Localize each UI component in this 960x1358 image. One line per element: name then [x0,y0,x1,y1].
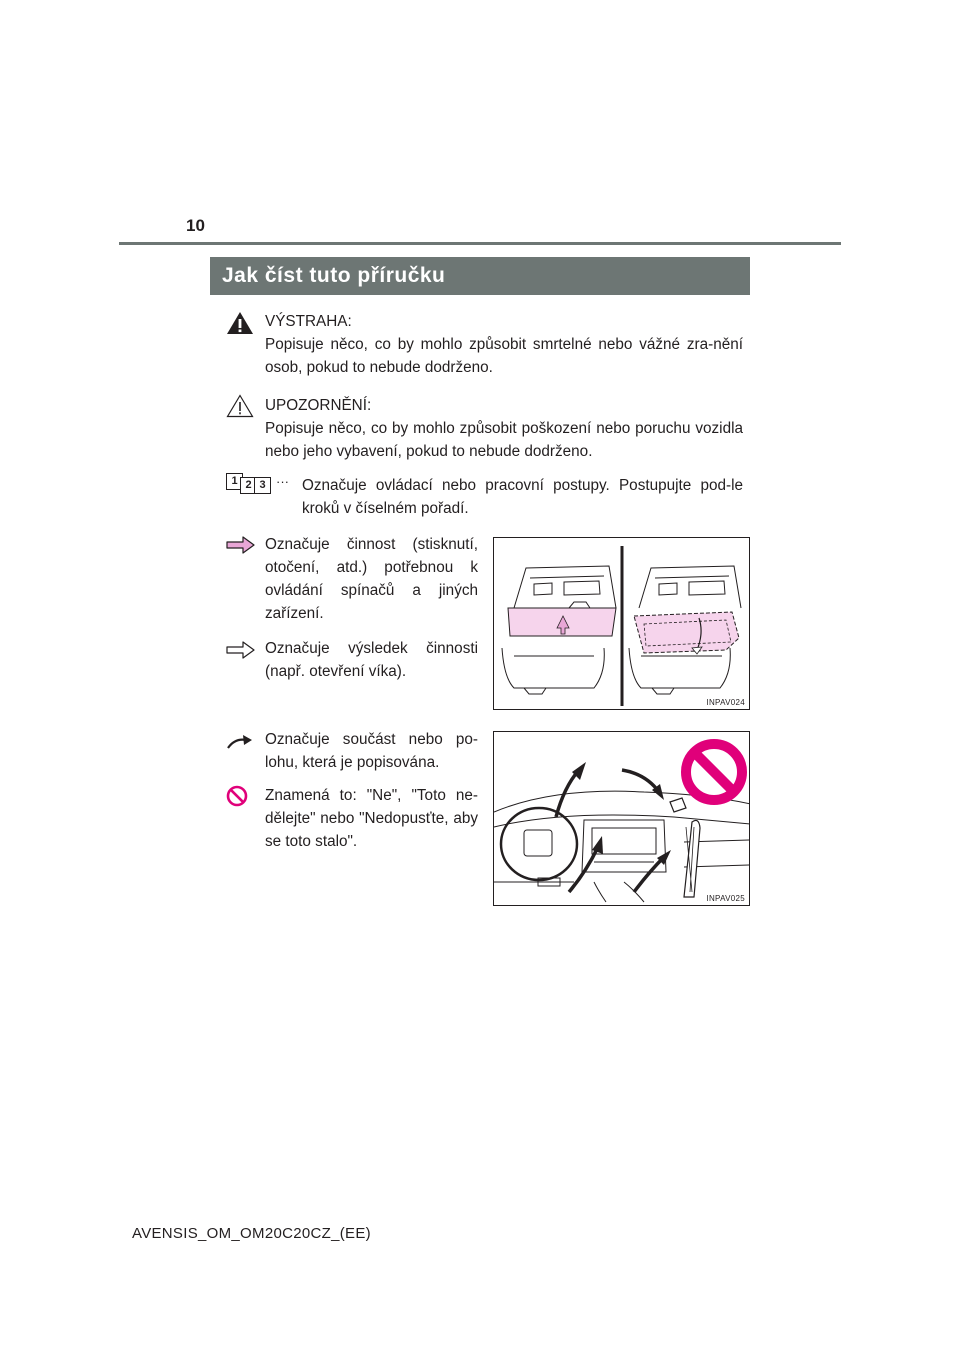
action-arrow-text: Označuje činnost (stisknutí, otočení, atd.) potřebnou k ovládání spínačů a jiných zařízení. [265,536,478,622]
page-number: 10 [186,216,205,235]
figure-code-1: INPAV024 [706,698,745,707]
caution-triangle-icon [226,394,254,418]
action-arrow-icon [226,536,256,554]
dashboard-illustration [494,732,750,906]
pointer-arrow-icon [226,734,254,750]
step-badge-1: 1 [226,473,243,490]
caution-text: Popisuje něco, co by mohlo způsobit poškození nebo poruchu vozidla nebo jeho vybavení, pokud to nebude dodrženo. [265,420,743,460]
step-badge-3: 3 [254,477,271,494]
result-arrow-icon [226,641,256,659]
overhead-console-illustration [494,538,750,710]
result-arrow-text: Označuje výsledek činnosti (např. otevření víka). [265,640,478,680]
step-badges [226,473,306,497]
pointer-arrow-text: Označuje součást nebo po-lohu, která je popisována. [265,731,478,771]
header-rule [119,242,841,245]
figure-code-2: INPAV025 [706,894,745,903]
prohibition-text: Znamená to: "Ne", "Toto ne-dělejte" nebo "Nedopusťte, aby se toto stalo". [265,787,478,850]
step-dots: ··· [276,474,289,489]
prohibition-icon [226,785,248,807]
step-badge-2: 2 [240,477,257,494]
steps-text: Označuje ovládací nebo pracovní postupy. Postupujte pod-le kroků v číselném pořadí. [302,477,743,517]
caution-block [265,394,743,463]
section-title: Jak číst tuto příručku [210,257,750,295]
footer-document-code: AVENSIS_OM_OM20C20CZ_(EE) [132,1225,371,1242]
warning-triangle-icon [226,311,254,335]
warning-text: Popisuje něco, co by mohlo způsobit smrtelné nebo vážné zra-nění osob, pokud to nebude dodrženo. [265,336,743,376]
figure-dashboard-prohibition [493,731,750,906]
warning-block [265,310,743,379]
caution-heading: UPOZORNĚNÍ: [265,397,372,414]
figure-overhead-console [493,537,750,710]
warning-heading: VÝSTRAHA: [265,313,352,330]
